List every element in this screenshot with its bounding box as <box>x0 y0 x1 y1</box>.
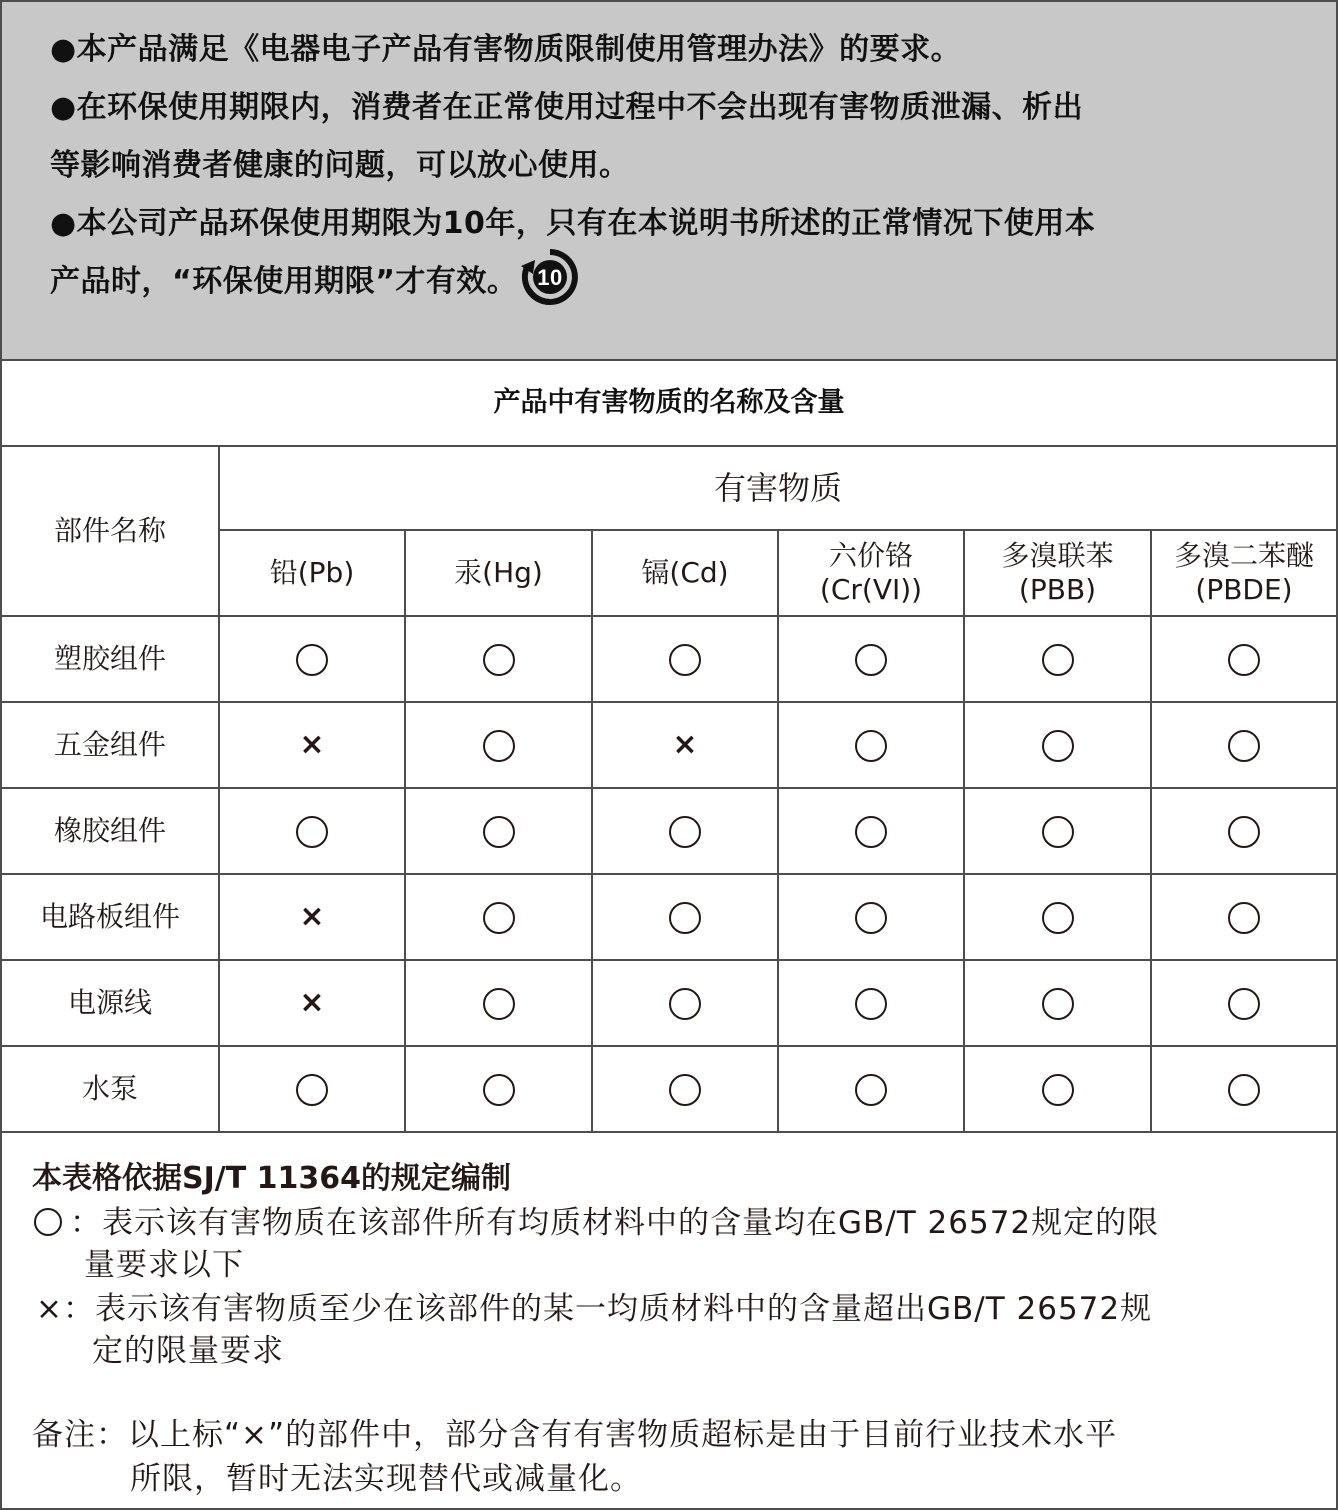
compliant-circle-icon <box>483 816 515 848</box>
substance-name: 汞(Hg) <box>454 556 543 590</box>
substance-formula: (Cr(VI)) <box>819 573 923 606</box>
intro-paragraph-2-line-1: ●在环保使用期限内，消费者在正常使用过程中不会出现有害物质泄漏、析出 <box>50 90 1084 125</box>
substance-mark-cell <box>1151 960 1336 1046</box>
table-row <box>2 702 1336 788</box>
substance-mark-cell <box>778 874 964 960</box>
compliant-circle-icon <box>483 1074 515 1106</box>
compliant-circle-icon <box>669 988 701 1020</box>
part-name-cell: 电路板组件 <box>2 874 219 960</box>
compliant-circle-icon <box>1042 644 1074 676</box>
compliant-circle-icon <box>296 1074 328 1106</box>
substance-mark-cell <box>592 788 778 874</box>
substance-name: 六价铬 <box>828 539 913 573</box>
table-row <box>2 874 1336 960</box>
substance-mark-cell <box>964 702 1151 788</box>
hazardous-substance-header: 有害物质 <box>219 447 1336 530</box>
substance-mark-cell <box>1151 702 1336 788</box>
part-name-header: 部件名称 <box>2 447 219 616</box>
table-row <box>2 788 1336 874</box>
compliant-circle-icon <box>855 816 887 848</box>
compliant-circle-icon <box>1228 730 1260 762</box>
substance-mark-cell <box>592 874 778 960</box>
remark-line-2: 所限，暂时无法实现替代或减量化。 <box>130 1461 642 1497</box>
compliant-circle-icon <box>1228 816 1260 848</box>
intro-paragraph-3-line-2: 产品时，“环保使用期限”才有效。 <box>50 264 518 299</box>
hazardous-substance-table <box>2 447 1336 1133</box>
substance-formula: (PBB) <box>1018 573 1097 606</box>
compliant-circle-icon <box>1228 644 1260 676</box>
substance-mark-cell <box>964 874 1151 960</box>
substance-mark-cell <box>219 1046 405 1132</box>
part-name-cell: 橡胶组件 <box>2 788 219 874</box>
substance-name: 多溴二苯醚 <box>1174 539 1315 573</box>
part-name-cell: 水泵 <box>2 1046 219 1132</box>
circle-legend-text: ：表示该有害物质在该部件所有均质材料中的含量均在GB/T 26572规定的限 <box>70 1205 1160 1241</box>
exceeds-limit-cross: × <box>672 727 698 762</box>
compliant-circle-icon <box>483 730 515 762</box>
substance-name: 多溴联苯 <box>1001 539 1114 573</box>
substance-mark-cell <box>964 788 1151 874</box>
substance-mark-cell <box>964 960 1151 1046</box>
substance-mark-cell <box>405 616 592 702</box>
compliant-circle-icon <box>855 644 887 676</box>
compliant-circle-icon <box>855 902 887 934</box>
substance-mark-cell <box>778 960 964 1046</box>
compliant-circle-icon <box>1228 988 1260 1020</box>
compliant-circle-icon <box>669 902 701 934</box>
substance-mark-cell <box>778 616 964 702</box>
compliant-circle-icon <box>855 1074 887 1106</box>
substance-name: 镉(Cd) <box>641 556 729 590</box>
substance-mark-cell <box>405 702 592 788</box>
substance-mark-cell <box>1151 616 1336 702</box>
circle-symbol-icon <box>34 1208 62 1236</box>
substance-formula: (PBDE) <box>1195 573 1293 606</box>
exceeds-limit-cross: × <box>299 899 325 934</box>
substance-mark-cell <box>778 788 964 874</box>
table-body <box>2 616 1336 1132</box>
substance-header-5 <box>1151 530 1336 616</box>
substance-header-1 <box>405 530 592 616</box>
part-name-cell: 五金组件 <box>2 702 219 788</box>
epup-years-text: 10 <box>537 264 564 290</box>
compliant-circle-icon <box>1042 816 1074 848</box>
compliant-circle-icon <box>669 816 701 848</box>
substance-mark-cell <box>405 960 592 1046</box>
substance-mark-cell <box>219 702 405 788</box>
circle-legend-line-1 <box>34 1197 1159 1242</box>
substance-header-0 <box>219 530 405 616</box>
substance-mark-cell <box>592 1046 778 1132</box>
cross-legend-line-1: ×：表示该有害物质至少在该部件的某一均质材料中的含量超出GB/T 26572规 <box>36 1291 1153 1327</box>
compliant-circle-icon <box>483 988 515 1020</box>
compliant-circle-icon <box>669 1074 701 1106</box>
environment-protection-use-period-icon <box>519 246 581 308</box>
substance-mark-cell <box>405 874 592 960</box>
substance-mark-cell <box>592 616 778 702</box>
substance-mark-cell <box>219 874 405 960</box>
substance-mark-cell <box>1151 1046 1336 1132</box>
circle-legend-line-2: 量要求以下 <box>84 1247 244 1283</box>
substance-mark-cell <box>405 788 592 874</box>
substance-mark-cell <box>592 702 778 788</box>
compliant-circle-icon <box>483 644 515 676</box>
substance-mark-cell <box>405 1046 592 1132</box>
substance-name: 铅(Pb) <box>269 556 355 590</box>
compliant-circle-icon <box>855 730 887 762</box>
substance-header-4 <box>964 530 1151 616</box>
compliant-circle-icon <box>1228 1074 1260 1106</box>
compliant-circle-icon <box>296 816 328 848</box>
compliant-circle-icon <box>669 644 701 676</box>
substance-mark-cell <box>1151 788 1336 874</box>
exceeds-limit-cross: × <box>299 727 325 762</box>
table-title: 产品中有害物质的名称及含量 <box>2 361 1336 447</box>
intro-paragraph-1: ●本产品满足《电器电子产品有害物质限制使用管理办法》的要求。 <box>50 32 962 67</box>
compliant-circle-icon <box>1042 1074 1074 1106</box>
intro-paragraph-3-line-2-wrap <box>50 256 581 308</box>
substance-mark-cell <box>778 1046 964 1132</box>
table-row <box>2 1046 1336 1132</box>
cross-legend-line-2: 定的限量要求 <box>92 1333 284 1369</box>
substance-header-3 <box>778 530 964 616</box>
substance-mark-cell <box>219 616 405 702</box>
compliant-circle-icon <box>1042 730 1074 762</box>
table-row <box>2 616 1336 702</box>
compliant-circle-icon <box>1228 902 1260 934</box>
part-name-cell: 电源线 <box>2 960 219 1046</box>
substance-mark-cell <box>219 960 405 1046</box>
compliant-circle-icon <box>296 644 328 676</box>
substance-mark-cell <box>592 960 778 1046</box>
intro-paragraph-3-line-1: ●本公司产品环保使用期限为10年，只有在本说明书所述的正常情况下使用本 <box>50 206 1096 241</box>
table-row <box>2 960 1336 1046</box>
remark-line-1: 备注：以上标“×”的部件中，部分含有有害物质超标是由于目前行业技术水平 <box>32 1417 1118 1453</box>
compliant-circle-icon <box>1042 902 1074 934</box>
substance-mark-cell <box>1151 874 1336 960</box>
substance-header-2 <box>592 530 778 616</box>
compliant-circle-icon <box>855 988 887 1020</box>
substance-mark-cell <box>964 616 1151 702</box>
exceeds-limit-cross: × <box>299 985 325 1020</box>
standard-basis-note: 本表格依据SJ/T 11364的规定编制 <box>32 1161 512 1196</box>
compliant-circle-icon <box>483 902 515 934</box>
table-header-row-1 <box>2 447 1336 530</box>
substance-mark-cell <box>219 788 405 874</box>
intro-paragraph-2-line-2: 等影响消费者健康的问题，可以放心使用。 <box>50 148 630 183</box>
substance-mark-cell <box>964 1046 1151 1132</box>
part-name-cell: 塑胶组件 <box>2 616 219 702</box>
intro-panel <box>2 2 1336 361</box>
substance-mark-cell <box>778 702 964 788</box>
compliant-circle-icon <box>1042 988 1074 1020</box>
